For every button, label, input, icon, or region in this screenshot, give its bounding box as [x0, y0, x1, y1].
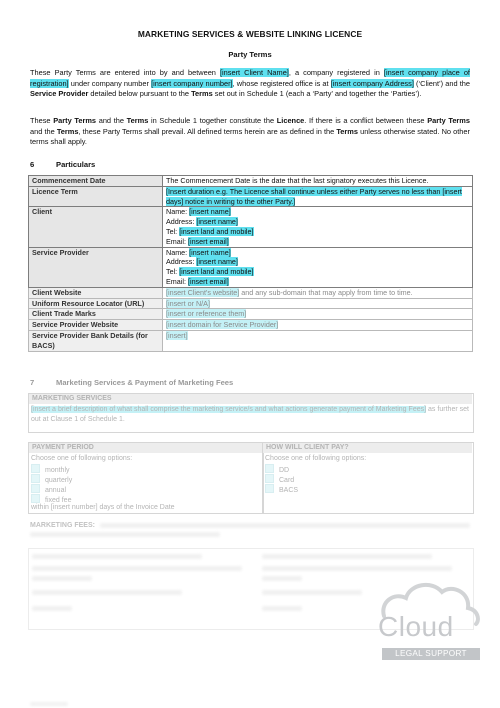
row-value: [insert or reference them] — [163, 309, 473, 320]
row-value: [insert domain for Service Provider] — [163, 320, 473, 331]
row-value — [163, 207, 473, 247]
table-row — [29, 309, 473, 320]
table-row — [29, 207, 473, 247]
checkbox-icon — [265, 474, 274, 483]
table-row — [29, 320, 473, 331]
placeholder-client-name: [insert Client Name] — [219, 68, 289, 77]
checkbox-icon — [265, 464, 274, 473]
logo-wordmark: Cloud — [378, 611, 454, 642]
table-row — [29, 247, 473, 287]
row-value: [insert] — [163, 330, 473, 351]
how-pay-header: HOW WILL CLIENT PAY? — [263, 443, 472, 453]
blurred-text-line — [32, 606, 72, 611]
blurred-text-line — [262, 566, 452, 571]
precedence-paragraph: These Party Terms and the Terms in Schedule 1 together constitute the Licence. If there is a conflict between these Party Terms and the Terms, these Party Terms shall prevail. All defined terms herein are as defined in the Terms unless otherwise stated. No other terms shall apply. — [30, 116, 470, 147]
marketing-services-header: MARKETING SERVICES — [29, 394, 472, 404]
row-value: [insert Client's website] and any sub-domain that may apply from time to time. — [163, 287, 473, 298]
placeholder-company-address: [insert company Address] — [330, 78, 414, 88]
placeholder-place-of-registration: [insert company place of registration] — [30, 68, 470, 88]
intro-paragraph: These Party Terms are entered into by and between [insert Client Name], a company registered in [insert company place of registration] under company number [insert company number], whose registered office is at [insert company Address] (‘Client’) and the Service Provider detailed below pursuant to the Terms set out in Schedule 1 (each a ‘Party’ and together the ‘Parties’). — [30, 68, 470, 99]
section-6-heading: 6 Particulars — [30, 160, 96, 169]
particulars-table — [28, 175, 473, 352]
client-name-line: Name: [insert name] — [166, 207, 231, 217]
payment-option-annual: annual — [31, 484, 66, 496]
provider-tel-line: Tel: [insert land and mobile] — [166, 267, 254, 277]
table-row — [29, 330, 473, 351]
row-label: Uniform Resource Locator (URL) — [29, 298, 163, 309]
checkbox-icon — [31, 464, 40, 473]
row-label: Client Trade Marks — [29, 309, 163, 320]
checkbox-icon — [31, 474, 40, 483]
section-7-heading: 7 Marketing Services & Payment of Marketing Fees — [30, 378, 234, 387]
document-subtitle: Party Terms — [228, 50, 272, 59]
blurred-text-line — [262, 576, 302, 581]
row-value — [163, 186, 473, 207]
row-value — [163, 247, 473, 287]
provider-name-line: Name: [insert name] — [166, 247, 231, 257]
how-pay-choose: Choose one of following options: — [265, 455, 367, 462]
payment-period-choose: Choose one of following options: — [31, 455, 133, 462]
table-row — [29, 298, 473, 309]
payment-option-quarterly: quarterly — [31, 474, 72, 486]
checkbox-icon — [31, 484, 40, 493]
placeholder-licence-term: [Insert duration e.g. The Licence shall continue unless either Party serves no less than [insert days] notice in writing to the other Party.] — [166, 186, 462, 206]
row-value: [insert or N/A] — [163, 298, 473, 309]
blurred-text-line — [32, 576, 92, 581]
table-row — [29, 186, 473, 207]
row-label: Commencement Date — [29, 176, 163, 187]
blurred-text-line — [30, 532, 220, 537]
table-row — [29, 176, 473, 187]
blurred-text-line — [32, 566, 242, 571]
blurred-text-line — [262, 590, 362, 595]
row-label: Service Provider — [29, 247, 163, 287]
marketing-fees-label: MARKETING FEES: — [30, 522, 95, 529]
document-title: MARKETING SERVICES & WEBSITE LINKING LICENCE — [137, 29, 363, 39]
table-row — [29, 287, 473, 298]
blurred-text-line — [262, 606, 302, 611]
how-pay-option-card: Card — [265, 474, 294, 486]
blurred-text-line — [32, 554, 202, 559]
logo-tagline: LEGAL SUPPORT — [382, 648, 480, 660]
blurred-text-line — [30, 702, 68, 706]
checkbox-icon — [265, 484, 274, 493]
placeholder-company-number: [insert company number] — [151, 78, 233, 88]
client-tel-line: Tel: [insert land and mobile] — [166, 226, 254, 236]
blurred-text-line — [32, 590, 182, 595]
payment-option-fixed-fee: fixed fee — [31, 494, 71, 506]
row-value: The Commencement Date is the date that the last signatory executes this Licence. — [163, 176, 473, 187]
checkbox-icon — [31, 494, 40, 503]
provider-address-line: Address: [insert name] — [166, 257, 238, 267]
row-label: Service Provider Bank Details (for BACS) — [29, 330, 163, 351]
client-address-line: Address: [insert name] — [166, 217, 238, 227]
payment-within-text: within [insert number] days of the Invoice Date — [31, 504, 175, 511]
row-label: Licence Term — [29, 186, 163, 207]
payment-period-header: PAYMENT PERIOD — [29, 443, 262, 453]
how-pay-option-dd: DD — [265, 464, 289, 476]
client-email-line: Email: [insert email] — [166, 236, 229, 246]
how-pay-option-bacs: BACS — [265, 484, 298, 496]
row-label: Client Website — [29, 287, 163, 298]
payment-option-monthly: monthly — [31, 464, 70, 476]
row-label: Service Provider Website — [29, 320, 163, 331]
row-label: Client — [29, 207, 163, 247]
provider-email-line: Email: [insert email] — [166, 276, 229, 286]
blurred-text-line — [262, 554, 432, 559]
blurred-text-line — [100, 523, 470, 528]
marketing-services-text: [insert a brief description of what shall comprise the marketing service/s and what actions generate payment of Marketing Fees] as further set out at Clause 1 of Schedule 1. — [31, 406, 469, 423]
